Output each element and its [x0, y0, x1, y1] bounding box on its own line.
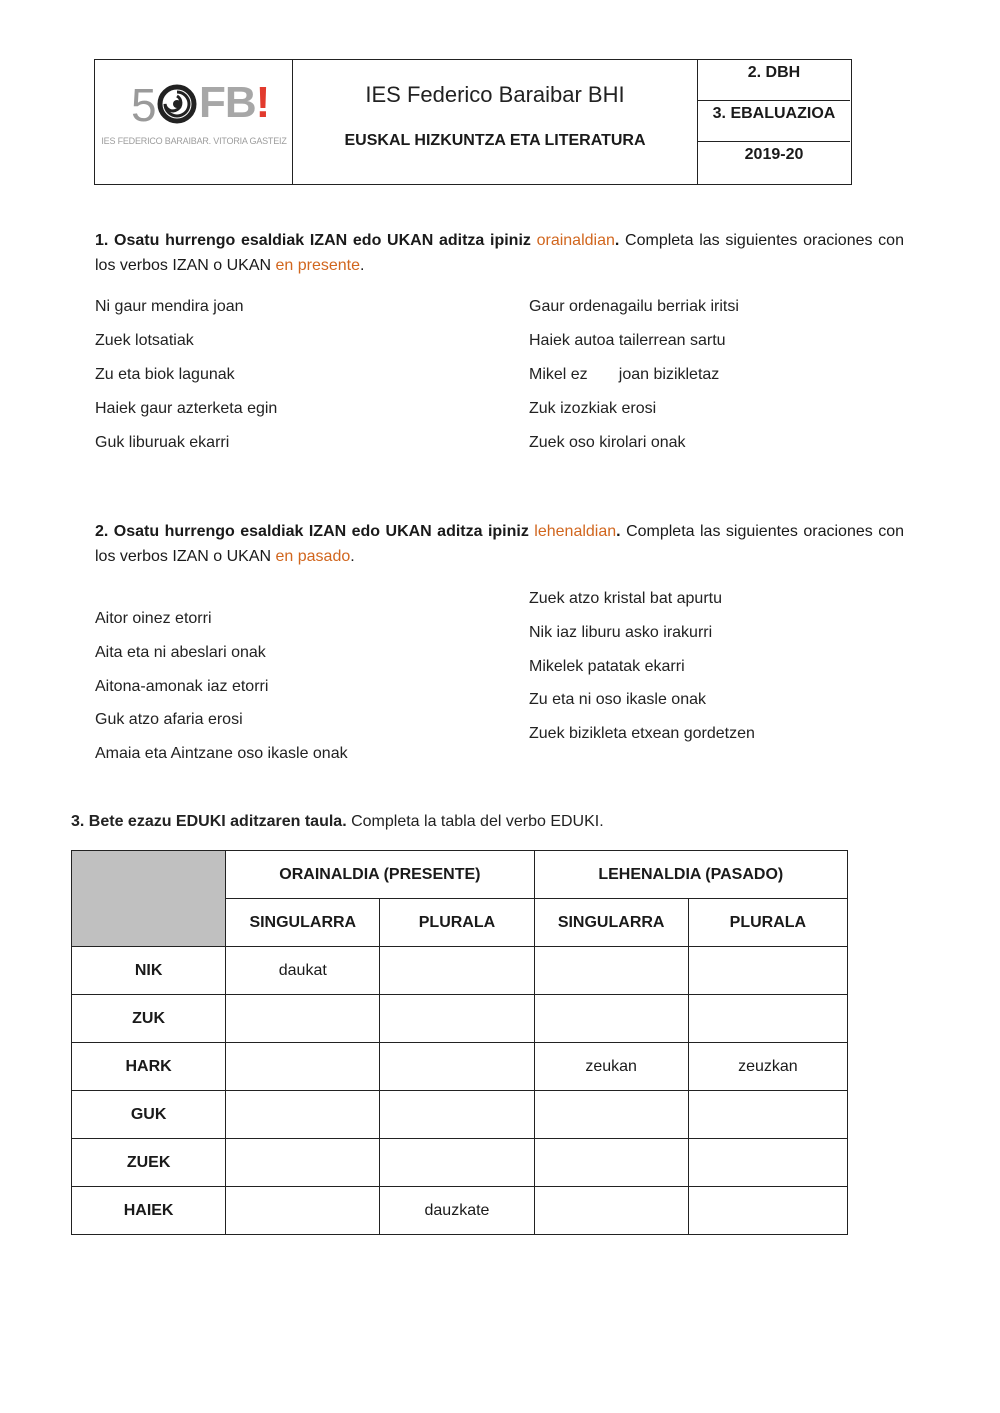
- list-item: Guk atzo afaria erosi: [95, 711, 243, 728]
- logo-number: 5: [131, 79, 157, 131]
- row-header: ZUEK: [72, 1139, 226, 1187]
- list-item: Nik iaz liburu asko irakurri: [529, 624, 713, 641]
- table-cell[interactable]: [688, 1187, 847, 1235]
- table-row: [72, 947, 848, 995]
- list-item: Ni gaur mendira joan: [95, 298, 244, 315]
- list-item: Zuek atzo kristal bat apurtu: [529, 590, 722, 607]
- info-cell: [698, 60, 850, 184]
- eduki-table: [71, 850, 848, 1235]
- table-cell[interactable]: [688, 947, 847, 995]
- year-label: 2019-20: [744, 146, 804, 163]
- header-box: [94, 59, 852, 185]
- list-item: Guk liburuak ekarri: [95, 434, 230, 451]
- table-cell[interactable]: [226, 1187, 380, 1235]
- table-row: [72, 1043, 848, 1091]
- list-item: Haiek autoa tailerrean sartu: [529, 332, 726, 349]
- list-item: Zu eta ni oso ikasle onak: [529, 691, 706, 708]
- table-cell[interactable]: [380, 1043, 534, 1091]
- list-item: Zuek bizikleta etxean gordetzen: [529, 725, 755, 742]
- table-cell[interactable]: [688, 1139, 847, 1187]
- list-item: Zuek oso kirolari onak: [529, 434, 686, 451]
- exercise-2-instruction: 2. Osatu hurrengo esaldiak IZAN edo UKAN aditza ipiniz lehenaldian. Completa las siguientes oraciones con los verbos IZAN o UKAN en pasado.: [95, 523, 904, 565]
- logo-brand: FB!: [199, 78, 270, 127]
- column-header: PLURALA: [688, 899, 847, 947]
- table-cell[interactable]: [226, 1139, 380, 1187]
- table-cell[interactable]: zeuzkan: [688, 1043, 847, 1091]
- table-cell[interactable]: zeukan: [534, 1043, 688, 1091]
- title-cell: [293, 60, 698, 184]
- list-item: Gaur ordenagailu berriak iritsi: [529, 298, 739, 315]
- column-header: SINGULARRA: [534, 899, 688, 947]
- exercise-3-instruction: 3. Bete ezazu EDUKI aditzaren taula. Completa la tabla del verbo EDUKI.: [71, 813, 604, 830]
- group-header-present: ORAINALDIA (PRESENTE): [226, 851, 534, 899]
- table-cell[interactable]: [688, 1091, 847, 1139]
- table-cell[interactable]: [688, 995, 847, 1043]
- table-row: [72, 1091, 848, 1139]
- table-cell[interactable]: [534, 995, 688, 1043]
- list-item: Aita eta ni abeslari onak: [95, 644, 266, 661]
- row-header: HAIEK: [72, 1187, 226, 1235]
- table-cell[interactable]: daukat: [226, 947, 380, 995]
- table-cell[interactable]: [380, 1091, 534, 1139]
- table-cell[interactable]: [226, 995, 380, 1043]
- list-item: Mikelek patatak ekarri: [529, 658, 685, 675]
- list-item: Zu eta biok lagunak: [95, 366, 235, 383]
- level-label: 2. DBH: [698, 60, 850, 101]
- table-cell[interactable]: [226, 1091, 380, 1139]
- school-name: IES Federico Baraibar BHI: [365, 82, 625, 107]
- term-label: 3. EBALUAZIOA: [698, 101, 850, 142]
- logo-caption: IES FEDERICO BARAIBAR. VITORIA GASTEIZ: [101, 136, 287, 146]
- table-cell[interactable]: [534, 1091, 688, 1139]
- table-cell[interactable]: [534, 1187, 688, 1235]
- list-item: Zuek lotsatiak: [95, 332, 194, 349]
- row-header: GUK: [72, 1091, 226, 1139]
- exercise-1-instruction: 1. Osatu hurrengo esaldiak IZAN edo UKAN aditza ipiniz orainaldian. Completa las siguientes oraciones con los verbos IZAN o UKAN en presente.: [95, 232, 904, 274]
- row-header: ZUK: [72, 995, 226, 1043]
- column-header: SINGULARRA: [226, 899, 380, 947]
- table-cell[interactable]: dauzkate: [380, 1187, 534, 1235]
- list-item: Mikel ez joan bizikletaz: [529, 366, 720, 383]
- table-cell[interactable]: [534, 947, 688, 995]
- table-row: [72, 1139, 848, 1187]
- column-header: PLURALA: [380, 899, 534, 947]
- row-header: HARK: [72, 1043, 226, 1091]
- spiral-logo-icon: [157, 84, 197, 124]
- table-cell[interactable]: [380, 995, 534, 1043]
- list-item: Aitor oinez etorri: [95, 610, 212, 627]
- row-header: NIK: [72, 947, 226, 995]
- table-cell[interactable]: [534, 1139, 688, 1187]
- list-item: Aitona-amonak iaz etorri: [95, 678, 269, 695]
- list-item: Haiek gaur azterketa egin: [95, 400, 278, 417]
- table-cell[interactable]: [380, 947, 534, 995]
- table-corner: [72, 851, 226, 947]
- table-cell[interactable]: [226, 1043, 380, 1091]
- table-row: [72, 1187, 848, 1235]
- table-cell[interactable]: [380, 1139, 534, 1187]
- list-item: Amaia eta Aintzane oso ikasle onak: [95, 745, 348, 762]
- list-item: Zuk izozkiak erosi: [529, 400, 657, 417]
- subject-name: EUSKAL HIZKUNTZA ETA LITERATURA: [344, 132, 646, 149]
- table-row: [72, 995, 848, 1043]
- group-header-past: LEHENALDIA (PASADO): [534, 851, 847, 899]
- logo-cell: [95, 60, 293, 184]
